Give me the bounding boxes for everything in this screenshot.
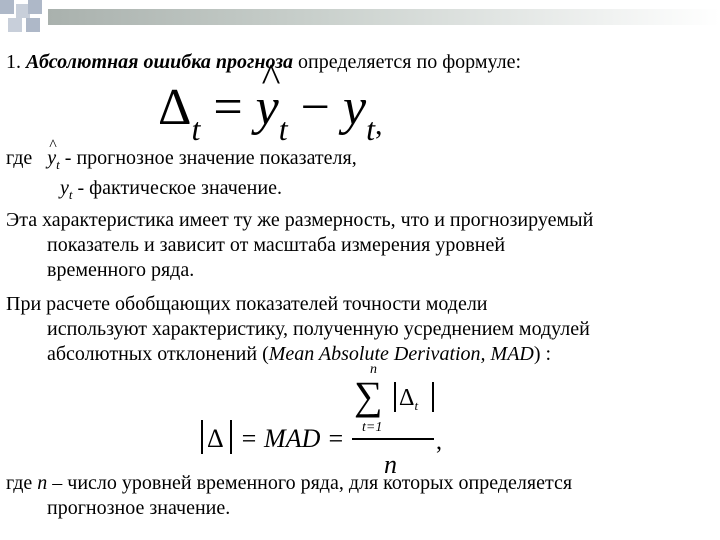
symbol-sub: t — [56, 157, 60, 172]
denominator: n — [384, 450, 397, 479]
num-delta-symbol: Δ — [399, 385, 415, 411]
num-delta — [399, 384, 418, 415]
para1-line3: временного ряда. — [47, 259, 195, 281]
para1-line1: Эта характеристика имеет ту же размерность, что и прогнозируемый — [6, 209, 594, 231]
where2-rest: – число уровней временного ряда, для которых определяется — [47, 472, 573, 494]
heading-term: Абсолютная ошибка прогноза — [26, 51, 294, 73]
formula1-comma: , — [374, 108, 383, 141]
fraction-line — [352, 438, 434, 440]
where2-start: где — [6, 472, 38, 494]
para2-line3-italic: Mean Absolute Derivation, MAD — [268, 343, 534, 365]
def-actual: - фактическое значение. — [77, 177, 282, 199]
decor-square — [26, 18, 40, 32]
formula1-y: y — [342, 79, 367, 136]
formula1-minus: − — [300, 79, 330, 136]
formula1-sub: t — [191, 111, 201, 147]
formula-absolute-error — [158, 78, 382, 145]
where2-n: n — [37, 472, 48, 494]
slide-header-decoration — [0, 0, 720, 36]
sum-sign: ∑ — [354, 373, 383, 418]
where-n-line1 — [6, 471, 572, 495]
para2-line2: используют характеристику, полученную усреднением модулей — [47, 318, 590, 340]
para2-line1: При расчете обобщающих показателей точности модели — [6, 293, 488, 315]
formula2-comma: , — [436, 429, 442, 455]
para2-line3 — [47, 342, 551, 366]
symbol-yhat: ^ y — [47, 146, 56, 170]
decor-square — [0, 0, 14, 14]
abs-bar-num-right — [432, 382, 434, 412]
where-actual-line — [60, 176, 282, 202]
where-n-line2: прогнозное значение. — [47, 497, 231, 519]
formula1-sub: t — [278, 111, 288, 147]
sum-lower: t=1 — [362, 420, 383, 435]
decor-square — [8, 18, 22, 32]
heading-rest: определяется по формуле: — [293, 51, 522, 73]
symbol-sub: t — [68, 187, 73, 202]
symbol-y: y — [60, 177, 69, 199]
formula1-yhat: ^ y — [256, 78, 279, 138]
where-forecast-line — [6, 146, 357, 172]
para2-line3-end: ) : — [533, 343, 552, 365]
where-word: где — [6, 147, 33, 169]
heading-number: 1. — [6, 51, 21, 73]
formula1-delta: Δ — [158, 79, 192, 136]
abs-bar-right — [230, 420, 232, 454]
sum-upper: n — [370, 362, 377, 377]
formula1-sub: t — [366, 111, 375, 147]
decor-square — [28, 0, 42, 14]
para2-line3-start: абсолютных отклонений ( — [47, 343, 269, 365]
decor-gradient-bar — [48, 9, 720, 25]
formula2-delta: Δ — [207, 424, 224, 453]
abs-bar-num-left — [394, 382, 396, 412]
abs-bar-left — [201, 420, 203, 454]
def-forecast: - прогнозное значение показателя, — [64, 147, 357, 169]
num-delta-sub: t — [414, 398, 419, 413]
formula2-equals-mad: = MAD = — [240, 424, 345, 453]
para1-line2: показатель и зависит от масштаба измерения уровней — [47, 234, 506, 256]
formula1-equals: = — [213, 79, 243, 136]
